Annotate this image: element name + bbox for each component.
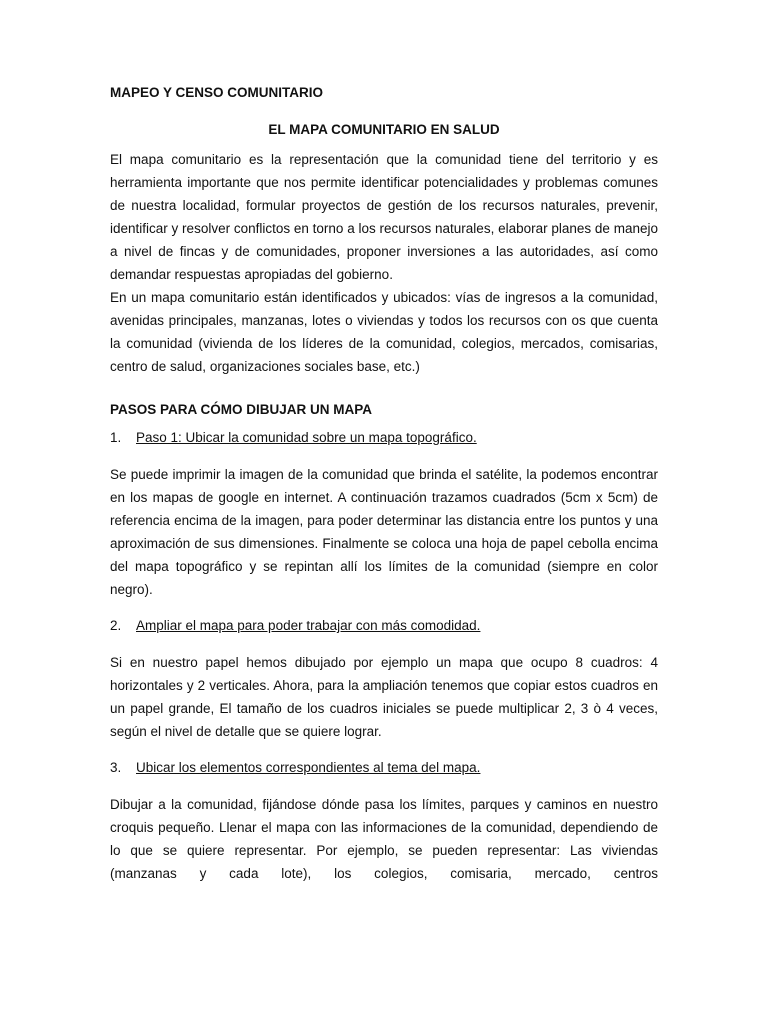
step-2-number: 2.	[110, 618, 122, 633]
document-title: MAPEO Y CENSO COMUNITARIO	[110, 85, 324, 100]
step-3-title	[110, 758, 658, 778]
section-title: EL MAPA COMUNITARIO EN SALUD	[268, 122, 500, 137]
step-3-number: 3.	[110, 760, 122, 775]
step-3-title-text: Ubicar los elementos correspondientes al tema del mapa.	[136, 760, 481, 775]
intro-paragraph-2: En un mapa comunitario están identificados y ubicados: vías de ingresos a la comunidad, avenidas principales, manzanas, lotes o viviendas y todos los recursos con os que cuenta la comunidad (vivienda de los líderes de la comunidad, colegios, mercados, comisarias, centro de salud, organizaciones sociales base, etc.)	[110, 290, 658, 374]
step-3-paragraph: Dibujar a la comunidad, fijándose dónde pasa los límites, parques y caminos en nuestro croquis pequeño. Llenar el mapa con las informaciones de la comunidad, dependiendo de lo que se quiere representar. Por ejemplo, se pueden representar: Las viviendas (manzanas y cada lote), los colegios, comisaria, mercado, centros	[110, 797, 658, 881]
intro-paragraph-1: El mapa comunitario es la representación que la comunidad tiene del territorio y es herramienta importante que nos permite identificar potencialidades y problemas comunes de nuestra localidad, formular proyectos de gestión de los recursos naturales, prevenir, identificar y resolver conflictos en torno a los recursos naturales, elaborar planes de manejo a nivel de fincas y de comunidades, proponer inversiones a las autoridades, así como demandar respuestas apropiadas del gobierno.	[110, 152, 658, 282]
step-1-title	[110, 428, 658, 448]
step-1-title-text: Paso 1: Ubicar la comunidad sobre un mapa topográfico.	[136, 430, 477, 445]
step-2-paragraph: Si en nuestro papel hemos dibujado por ejemplo un mapa que ocupo 8 cuadros: 4 horizontales y 2 verticales. Ahora, para la ampliación tenemos que copiar estos cuadros en un papel grande, El tamaño de los cuadros iniciales se puede multiplicar 2, 3 ò 4 veces, según el nivel de detalle que se quiere lograr.	[110, 655, 658, 739]
step-2-title-text: Ampliar el mapa para poder trabajar con más comodidad.	[136, 618, 481, 633]
step-1-paragraph: Se puede imprimir la imagen de la comunidad que brinda el satélite, la podemos encontrar en los mapas de google en internet. A continuación trazamos cuadrados (5cm x 5cm) de referencia encima de la imagen, para poder determinar las distancia entre los puntos y una aproximación de sus dimensiones. Finalmente se coloca una hoja de papel cebolla encima del mapa topográfico y se repintan allí los límites de la comunidad (siempre en color negro).	[110, 467, 658, 597]
step-1-number: 1.	[110, 430, 122, 445]
step-2-title	[110, 616, 658, 636]
steps-heading: PASOS PARA CÓMO DIBUJAR UN MAPA	[110, 402, 373, 417]
